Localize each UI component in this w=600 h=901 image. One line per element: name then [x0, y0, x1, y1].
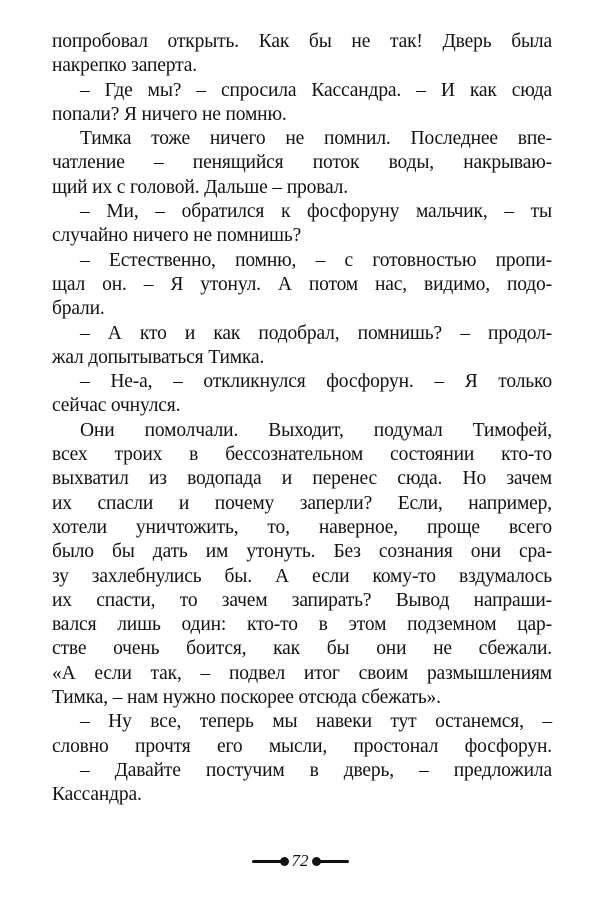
text-line: щал он. – Я утонул. А потом нас, видимо, подо-: [52, 273, 552, 295]
text-line: всех троих в бессознательном состоянии кто-то: [52, 444, 552, 466]
text-line: Кассандра.: [52, 784, 142, 806]
text-line: – Давайте постучим в дверь, – предложила: [80, 759, 552, 781]
text-line: было бы дать им утонуть. Без сознания они сра-: [52, 541, 552, 563]
text-line: – Где мы? – спросила Кассандра. – И как сюда: [80, 79, 552, 101]
text-line: накрепко заперта.: [52, 55, 197, 77]
text-line: попали? Я ничего не помню.: [52, 103, 287, 125]
text-line: чатление – пенящийся поток воды, накрываю-: [52, 152, 552, 174]
text-line: – А кто и как подобрал, помнишь? – продол-: [80, 322, 552, 344]
text-line: – Не-а, – откликнулся фосфорун. – Я только: [80, 371, 552, 393]
body-text: [52, 30, 552, 808]
text-line: словно прочтя его мысли, простонал фосфорун.: [52, 735, 552, 757]
ornament-left-icon: [252, 860, 286, 863]
text-line: сейчас очнулся.: [52, 395, 181, 417]
ornament-right-icon: [315, 860, 349, 863]
text-line: стве очень боится, как бы они не сбежали.: [52, 638, 552, 660]
text-line: – Ну все, теперь мы навеки тут останемся, –: [80, 711, 552, 733]
text-line: выхватил из водопада и перенес сюда. Но зачем: [52, 468, 552, 490]
text-line: зу захлебнулись бы. А если кому-то вздумалось: [52, 565, 552, 587]
text-line: брали.: [52, 298, 105, 320]
text-line: их спасти, то зачем запирать? Вывод напраши-: [52, 589, 552, 611]
text-line: щий их с головой. Дальше – провал.: [52, 176, 348, 198]
text-line: случайно ничего не помнишь?: [52, 225, 302, 247]
page-number: 72: [291, 851, 309, 870]
text-line: Они помолчали. Выходит, подумал Тимофей,: [80, 419, 552, 441]
text-line: жал допытываться Тимка.: [52, 346, 265, 368]
text-line: – Естественно, помню, – с готовностью пропи-: [80, 249, 552, 271]
text-line: их спасли и почему заперли? Если, например,: [52, 492, 552, 514]
text-line: хотели уничтожить, то, наверное, проще всего: [52, 516, 552, 538]
text-line: вался лишь один: кто-то в этом подземном цар-: [52, 614, 552, 636]
text-line: Тимка, – нам нужно поскорее отсюда сбежать».: [52, 687, 441, 709]
text-line: «А если так, – подвел итог своим размышлениям: [52, 662, 552, 684]
text-line: Тимка тоже ничего не помнил. Последнее впе-: [80, 128, 552, 150]
text-line: – Ми, – обратился к фосфоруну мальчик, – ты: [80, 201, 552, 223]
text-line: попробовал открыть. Как бы не так! Дверь была: [52, 31, 552, 52]
page-footer: [0, 849, 600, 873]
